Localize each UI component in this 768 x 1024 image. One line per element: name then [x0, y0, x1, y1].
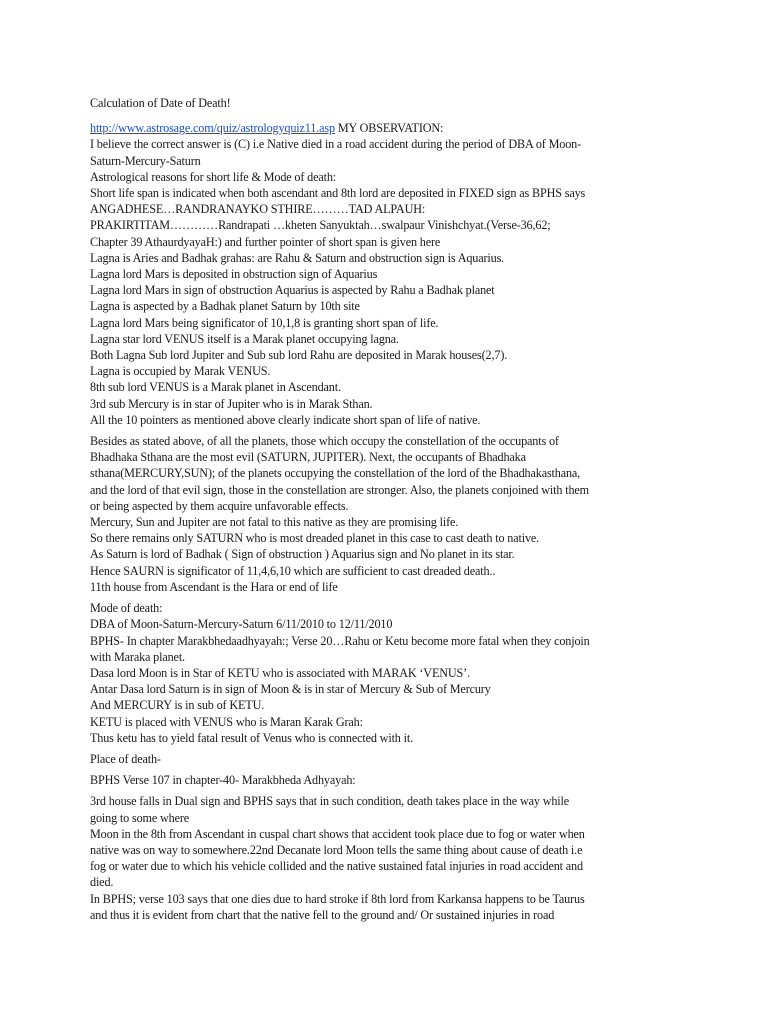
text-line: died.	[90, 875, 114, 890]
paragraph-bphs-verse	[90, 772, 708, 788]
text-line: Place of death-	[90, 751, 161, 766]
text-line: 3rd house falls in Dual sign and BPHS says that in such condition, death takes place in the way while	[90, 794, 570, 809]
text-line: and the lord of that evil sign, those in the constellation are stronger. Also, the planets conjoined with them	[90, 482, 589, 497]
text-line: Mercury, Sun and Jupiter are not fatal to this native as they are promising life.	[90, 515, 459, 530]
text-line: Saturn-Mercury-Saturn	[90, 153, 201, 168]
text-line: Besides as stated above, of all the planets, those which occupy the constellation of the occupants of	[90, 434, 559, 449]
text-line: So there remains only SATURN who is most dreaded planet in this case to cast death to native.	[90, 531, 540, 546]
paragraph-reasons	[90, 136, 708, 428]
text-line: PRAKIRTITAM…………Randrapati …kheten Sanyuktah…swalpaur Vinishchyat.(Verse-36,62;	[90, 218, 551, 233]
text-line: As Saturn is lord of Badhak ( Sign of obstruction ) Aquarius sign and No planet in its star.	[90, 547, 515, 562]
text-line: KETU is placed with VENUS who is Maran Karak Grah:	[90, 714, 363, 729]
text-line: All the 10 pointers as mentioned above clearly indicate short span of life of native.	[90, 412, 481, 427]
text-line: Astrological reasons for short life & Mode of death:	[90, 169, 337, 184]
text-line: or being aspected by them acquire unfavorable effects.	[90, 498, 349, 513]
observation-label: MY OBSERVATION:	[334, 121, 444, 136]
text-line: native was on way to somewhere.22nd Decanate lord Moon tells the same thing about cause of death i.e	[90, 842, 583, 857]
text-line: I believe the correct answer is (C) i.e Native died in a road accident during the period of DBA of Moon-	[90, 137, 582, 152]
text-line: BPHS Verse 107 in chapter-40- Marakbheda Adhyayah:	[90, 773, 356, 788]
text-line: fog or water due to which his vehicle collided and the native sustained fatal injuries in road accident and	[90, 859, 583, 874]
paragraph-place-details	[90, 793, 708, 923]
text-line: Antar Dasa lord Saturn is in sign of Moon & is in star of Mercury & Sub of Mercury	[90, 682, 491, 697]
quiz-link[interactable]: http://www.astrosage.com/quiz/astrologyquiz11.asp	[90, 121, 335, 136]
text-line: Moon in the 8th from Ascendant in cuspal chart shows that accident took place due to fog or water when	[90, 826, 585, 841]
paragraph-place-of-death	[90, 751, 708, 767]
text-line: ANGADHESE…RANDRANAYKO STHIRE………TAD ALPAUH:	[90, 202, 426, 217]
text-line: Lagna lord Mars in sign of obstruction Aquarius is aspected by Rahu a Badhak planet	[90, 283, 495, 298]
text-line: Both Lagna Sub lord Jupiter and Sub sub lord Rahu are deposited in Marak houses(2,7).	[90, 348, 508, 363]
text-line: going to some where	[90, 810, 190, 825]
text-line: DBA of Moon-Saturn-Mercury-Saturn 6/11/2010 to 12/11/2010	[90, 617, 393, 632]
text-line: 3rd sub Mercury is in star of Jupiter who is in Marak Sthan.	[90, 396, 373, 411]
text-line: In BPHS; verse 103 says that one dies due to hard stroke if 8th lord from Karkansa happens to be Taurus	[90, 891, 585, 906]
text-line: Mode of death:	[90, 601, 163, 616]
text-line: and thus it is evident from chart that the native fell to the ground and/ Or sustained injuries in road	[90, 907, 555, 922]
paragraph-badhak	[90, 433, 708, 595]
text-line: Dasa lord Moon is in Star of KETU who is associated with MARAK ‘VENUS’.	[90, 665, 470, 680]
paragraph-mode-of-death	[90, 600, 708, 746]
text-line: And MERCURY is in sub of KETU.	[90, 698, 265, 713]
text-line: Chapter 39 AthaurdyayaH:) and further pointer of short span is given here	[90, 234, 441, 249]
text-line: Lagna is occupied by Marak VENUS.	[90, 364, 271, 379]
document-title: Calculation of Date of Death!	[90, 96, 231, 110]
text-line: sthana(MERCURY,SUN); of the planets occupying the constellation of the lord of the Bhadhakasthana,	[90, 466, 581, 481]
text-line: Lagna is aspected by a Badhak planet Saturn by 10th site	[90, 299, 360, 314]
text-line: 11th house from Ascendant is the Hara or end of life	[90, 579, 338, 594]
text-line: 8th sub lord VENUS is a Marak planet in Ascendant.	[90, 380, 341, 395]
text-line: Lagna lord Mars being significator of 10,1,8 is granting short span of life.	[90, 315, 439, 330]
text-line: Thus ketu has to yield fatal result of Venus who is connected with it.	[90, 730, 414, 745]
text-line: with Maraka planet.	[90, 649, 185, 664]
text-line: BPHS- In chapter Marakbhedaadhyayah:; Verse 20…Rahu or Ketu become more fatal when they conjoin	[90, 633, 590, 648]
text-line: Bhadhaka Sthana are the most evil (SATURN, JUPITER). Next, the occupants of Bhadhaka	[90, 450, 526, 465]
text-line: Hence SAURN is significator of 11,4,6,10 which are sufficient to cast dreaded death..	[90, 563, 496, 578]
link-paragraph	[90, 120, 708, 136]
text-line: Lagna is Aries and Badhak grahas: are Rahu & Saturn and obstruction sign is Aquarius.	[90, 250, 505, 265]
text-line: Lagna lord Mars is deposited in obstruction sign of Aquarius	[90, 267, 378, 282]
text-line: Short life span is indicated when both ascendant and 8th lord are deposited in FIXED sign as BPHS says	[90, 186, 586, 201]
text-line: Lagna star lord VENUS itself is a Marak planet occupying lagna.	[90, 331, 399, 346]
